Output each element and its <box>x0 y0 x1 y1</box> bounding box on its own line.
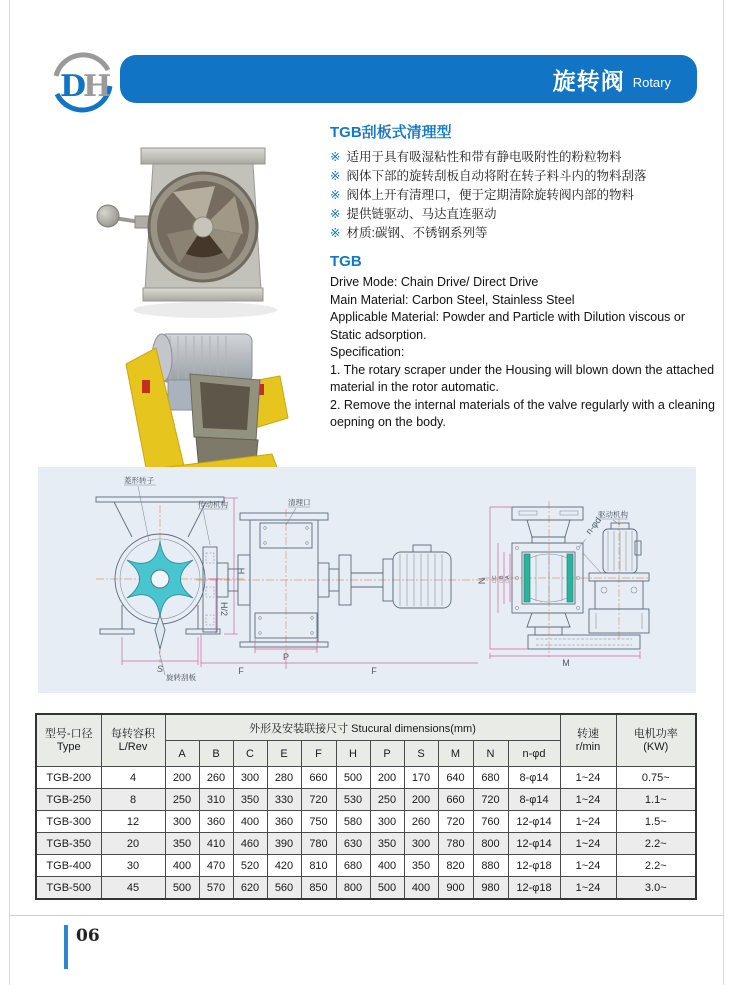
table-cell: 400 <box>233 811 267 833</box>
table-cell: 8-φ14 <box>508 789 560 811</box>
table-cell: 4 <box>101 767 165 789</box>
table-cell: 1~24 <box>560 833 616 855</box>
header-dim-col: A <box>165 741 199 767</box>
table-cell: 12-φ14 <box>508 833 560 855</box>
table-cell: 720 <box>301 789 336 811</box>
table-cell: 680 <box>473 767 508 789</box>
logo-letter-h: H <box>83 69 112 104</box>
section-title-zh: TGB刮板式清理型 <box>330 124 452 141</box>
page-border-right <box>723 0 724 985</box>
label-rotor: 菱形转子 <box>124 476 154 485</box>
header-dim-col: P <box>370 741 404 767</box>
table-cell: TGB-300 <box>36 811 101 833</box>
table-cell: 280 <box>267 767 301 789</box>
spec-line: Main Material: Carbon Steel, Stainless Steel <box>330 292 575 307</box>
table-cell: 400 <box>165 855 199 877</box>
table-cell: 470 <box>199 855 233 877</box>
table-cell: 420 <box>267 855 301 877</box>
label-drive-chain: 传动机构 <box>198 500 228 509</box>
bullet-marker: ※ <box>330 188 341 202</box>
table-cell: 2.2~ <box>616 833 696 855</box>
table-cell: 300 <box>404 833 438 855</box>
logo-letter-d: D <box>60 69 87 104</box>
table-cell: 780 <box>438 833 473 855</box>
technical-drawing <box>38 467 696 693</box>
bullet-marker: ※ <box>330 207 341 221</box>
table-cell: 330 <box>267 789 301 811</box>
page-border-left <box>9 0 10 985</box>
table-cell: 30 <box>101 855 165 877</box>
dim-h2: H/2 <box>219 601 229 617</box>
spec-line: Drive Mode: Chain Drive/ Direct Drive <box>330 275 539 289</box>
dim-sqb: □B <box>499 575 505 583</box>
dim-h: H <box>236 567 246 575</box>
table-cell: 350 <box>370 833 404 855</box>
bullet-marker: ※ <box>330 150 341 164</box>
dim-s: S <box>156 664 164 674</box>
section-banner <box>120 55 697 103</box>
table-cell: 300 <box>165 811 199 833</box>
page-number: 06 <box>76 926 100 946</box>
table-cell: 980 <box>473 877 508 900</box>
table-cell: 720 <box>473 789 508 811</box>
rotor-bar-right <box>567 554 573 602</box>
table-cell: 660 <box>301 767 336 789</box>
spec-line: Specification: <box>330 345 405 359</box>
spec-line: Applicable Material: Powder and Particle with Dilution viscous or Static adsorption. <box>330 310 686 342</box>
table-cell: 410 <box>199 833 233 855</box>
table-cell: 390 <box>267 833 301 855</box>
table-cell: 500 <box>370 877 404 900</box>
table-cell: 1~24 <box>560 789 616 811</box>
table-cell: TGB-350 <box>36 833 101 855</box>
feature-bullet <box>330 186 716 205</box>
header-speed: 转速 r/min <box>560 714 616 767</box>
label-scraper: 旋转刮板 <box>166 673 196 682</box>
technical-drawing-panel <box>38 467 696 693</box>
table-cell: 660 <box>438 789 473 811</box>
dim-nphid: n-φd <box>583 515 604 537</box>
table-cell: 760 <box>473 811 508 833</box>
table-cell: 260 <box>404 811 438 833</box>
table-cell: 2.2~ <box>616 855 696 877</box>
table-row <box>36 855 696 877</box>
table-cell: TGB-250 <box>36 789 101 811</box>
bullet-marker: ※ <box>330 169 341 183</box>
dimensions-table <box>35 713 697 900</box>
table-cell: 12-φ14 <box>508 811 560 833</box>
feature-bullets <box>330 148 716 243</box>
table-cell: 880 <box>473 855 508 877</box>
dim-p: P <box>282 652 290 662</box>
table-cell: 680 <box>336 855 370 877</box>
table-cell: 300 <box>233 767 267 789</box>
section-title-en: TGB <box>330 253 362 270</box>
table-cell: 810 <box>301 855 336 877</box>
bullet-text: 阀体上开有清理口，便于定期清除旋转阀内部的物料 <box>346 188 634 202</box>
table-cell: 1.1~ <box>616 789 696 811</box>
description-column <box>330 121 716 432</box>
dim-sqa: □A <box>505 575 511 583</box>
table-cell: 580 <box>336 811 370 833</box>
table-cell: 200 <box>370 767 404 789</box>
table-cell: 20 <box>101 833 165 855</box>
table-cell: 12-φ18 <box>508 877 560 900</box>
spec-line: 1. The rotary scraper under the Housing will blown down the attached material in the rotor automatic. <box>330 362 715 394</box>
table-cell: 560 <box>267 877 301 900</box>
header-group-dimensions: 外形及安装联接尺寸 Stucural dimensions(mm) <box>165 714 560 741</box>
bullet-marker: ※ <box>330 226 341 240</box>
table-cell: 1~24 <box>560 855 616 877</box>
table-cell: 640 <box>438 767 473 789</box>
table-cell: 45 <box>101 877 165 900</box>
table-cell: 350 <box>404 855 438 877</box>
table-cell: 400 <box>404 877 438 900</box>
header-dim-col: S <box>404 741 438 767</box>
table-cell: 300 <box>370 811 404 833</box>
table-cell: 1.5~ <box>616 811 696 833</box>
dim-n: N <box>477 577 487 585</box>
table-cell: 530 <box>336 789 370 811</box>
dim-f1: F <box>238 666 244 676</box>
table-cell: 460 <box>233 833 267 855</box>
table-cell: 1~24 <box>560 767 616 789</box>
footer-divider <box>9 915 724 916</box>
header-power: 电机功率 (KW) <box>616 714 696 767</box>
table-cell: 3.0~ <box>616 877 696 900</box>
feature-bullet <box>330 167 716 186</box>
table-cell: 900 <box>438 877 473 900</box>
table-cell: 520 <box>233 855 267 877</box>
table-cell: 620 <box>233 877 267 900</box>
table-row <box>36 789 696 811</box>
table-row <box>36 767 696 789</box>
rotor-bar-left <box>524 554 530 602</box>
table-row <box>36 877 696 900</box>
table-cell: 750 <box>301 811 336 833</box>
header-dim-col: C <box>233 741 267 767</box>
banner-title-en: Rotary <box>632 74 671 90</box>
table-cell: 630 <box>336 833 370 855</box>
header-dim-col: n-φd <box>508 741 560 767</box>
dh-logo <box>44 44 120 120</box>
bullet-text: 材质:碳钢、不锈钢系列等 <box>346 226 488 240</box>
banner-title-zh: 旋转阀 <box>552 67 625 94</box>
scraper-shape <box>155 615 165 649</box>
table-cell: 8-φ14 <box>508 767 560 789</box>
table-cell: 360 <box>267 811 301 833</box>
table-cell: 800 <box>336 877 370 900</box>
table-cell: 200 <box>165 767 199 789</box>
table-cell: 360 <box>199 811 233 833</box>
table-cell: TGB-500 <box>36 877 101 900</box>
table-cell: 500 <box>165 877 199 900</box>
table-cell: 350 <box>233 789 267 811</box>
dim-f2: F <box>371 666 377 676</box>
dim-m: M <box>562 658 570 668</box>
feature-bullet <box>330 224 716 243</box>
table-cell: 12 <box>101 811 165 833</box>
table-row <box>36 833 696 855</box>
table-cell: 12-φ18 <box>508 855 560 877</box>
table-cell: 800 <box>473 833 508 855</box>
header-dim-col: N <box>473 741 508 767</box>
header-dim-col: F <box>301 741 336 767</box>
header-type: 型号-口径 Type <box>36 714 101 767</box>
spec-line: 2. Remove the internal materials of the valve regularly with a cleaning oepning on the body. <box>330 397 715 429</box>
table-cell: 570 <box>199 877 233 900</box>
page-number-bar <box>64 925 68 969</box>
header-dim-col: H <box>336 741 370 767</box>
bullet-text: 提供链驱动、马达直连驱动 <box>346 207 497 221</box>
table-cell: 720 <box>438 811 473 833</box>
header-dim-col: E <box>267 741 301 767</box>
table-cell: TGB-400 <box>36 855 101 877</box>
header-dim-col: M <box>438 741 473 767</box>
feature-bullet <box>330 148 716 167</box>
table-cell: TGB-200 <box>36 767 101 789</box>
spec-paragraphs <box>330 274 716 432</box>
table-cell: 850 <box>301 877 336 900</box>
table-cell: 200 <box>404 789 438 811</box>
label-clean-port: 清理口 <box>288 498 311 507</box>
table-cell: 400 <box>370 855 404 877</box>
bullet-text: 阀体下部的旋转刮板自动将附在转子料斗内的物料刮落 <box>346 169 647 183</box>
bullet-text: 适用于具有吸湿粘性和带有静电吸附性的粉粒物料 <box>346 150 622 164</box>
table-cell: 820 <box>438 855 473 877</box>
table-cell: 250 <box>165 789 199 811</box>
table-cell: 250 <box>370 789 404 811</box>
table-cell: 500 <box>336 767 370 789</box>
table-cell: 780 <box>301 833 336 855</box>
header-volume: 每转容积 L/Rev <box>101 714 165 767</box>
dim-sqc: □C <box>492 575 498 583</box>
label-drive-motor: 驱动机构 <box>598 510 628 519</box>
product-photo-valve-front <box>93 138 311 326</box>
feature-bullet <box>330 205 716 224</box>
table-cell: 0.75~ <box>616 767 696 789</box>
table-cell: 260 <box>199 767 233 789</box>
table-cell: 1~24 <box>560 877 616 900</box>
table-cell: 170 <box>404 767 438 789</box>
table-row <box>36 811 696 833</box>
table-cell: 8 <box>101 789 165 811</box>
header-dim-col: B <box>199 741 233 767</box>
table-cell: 1~24 <box>560 811 616 833</box>
table-cell: 310 <box>199 789 233 811</box>
table-cell: 350 <box>165 833 199 855</box>
